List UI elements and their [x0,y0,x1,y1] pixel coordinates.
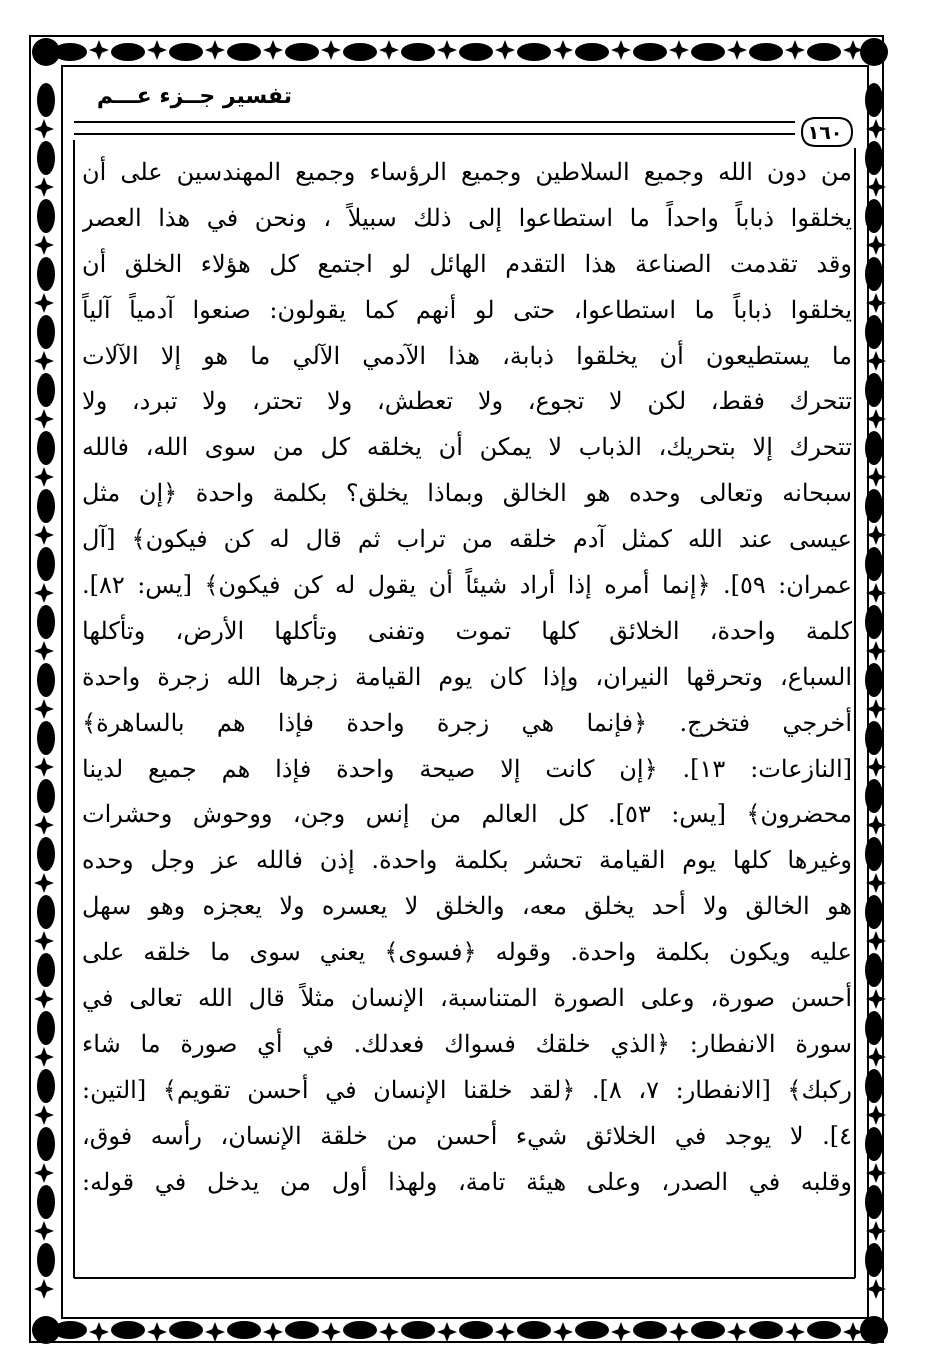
border-ornament-icon [34,1047,54,1067]
text-line: عيسى عند الله كمثل آدم خلقه من تراب ثم قال له كن فيكون﴾ [آل [82,525,852,554]
header-title: تفسير جــزء عـــم [96,84,292,109]
text-line: يخلقوا ذباباً ما استطاعوا، حتى لو أنهم كما يقولون: صنعوا آدمياً آلياً [82,295,852,324]
text-line: يخلقوا ذباباً واحداً ما استطاعوا إلى ذلك سبيلاً ، ونحن في هذا العصر [82,203,852,232]
text-line: ما يستطيعون أن يخلقوا ذبابة، هذا الآدمي الآلي ما هو إلا الآلات [82,341,852,370]
border-ornament-icon [34,525,54,545]
border-ornament-icon [321,40,341,60]
text-line: تتحرك فقط، لكن لا تجوع، ولا تعطش، ولا تحتر، ولا تبرد، ولا [82,387,852,416]
border-ornament-icon [89,1322,109,1342]
border-ornament-icon [749,43,783,61]
border-ornament-icon [437,1322,457,1342]
text-line: محضرون﴾ [يس: ٥٣]. كل العالم من إنس وجن، ووحوش وحشرات [82,800,852,829]
border-ornament-icon [285,43,319,61]
border-ornament-icon [865,1127,883,1161]
border-ornament-icon [34,1163,54,1183]
border-ornament-icon [169,43,203,61]
border-ornament-icon [37,953,55,987]
border-ornament-icon [37,1185,55,1219]
page-number: ١٦٠ [807,122,843,144]
border-ornament-icon [227,43,261,61]
border-ornament-icon [517,1321,551,1339]
border-ornament-icon [495,1322,515,1342]
border-ornament-icon [865,1069,883,1103]
border-ornament-icon [34,409,54,429]
border-ornament-icon [865,663,883,697]
border-ornament-icon [37,141,55,175]
border-ornament-icon [807,43,841,61]
border-ornament-icon [37,83,55,117]
text-line: وقلبه في الصدر، وعلى هيئة تامة، ولهذا أول من يدخل في قوله: [82,1167,852,1196]
border-ornament-icon [727,40,747,60]
text-line: وقد تقدمت الصناعة هذا التقدم الهائل لو اجتمع كل هؤلاء الخلق أن [82,249,852,278]
border-ornament-icon [34,351,54,371]
border-ornament-icon [89,40,109,60]
border-ornament-icon [321,1322,341,1342]
border-ornament-icon [343,43,377,61]
corner-ornament-icon [32,38,60,66]
border-ornament-icon [865,257,883,291]
border-ornament-icon [34,235,54,255]
border-ornament-icon [343,1321,377,1339]
border-ornament-icon [37,779,55,813]
border-ornament-icon [575,1321,609,1339]
border-ornament-icon [437,40,457,60]
border-ornament-icon [34,1279,54,1299]
border-ornament-icon [34,757,54,777]
border-ornament-icon [37,1243,55,1277]
border-ornament-icon [865,837,883,871]
border-ornament-icon [865,431,883,465]
text-line: وغيرها كلها يوم القيامة تحشر بكلمة واحدة. إذن فالله عز وجل وحده [82,846,852,875]
border-ornament-icon [691,43,725,61]
border-ornament-icon [865,315,883,349]
text-line: هو الخالق ولا أحد يخلق معه، والخلق لا يعسره ولا يعجزه وهو سهل [82,892,852,921]
border-ornament-icon [34,931,54,951]
text-line: [النازعات: ١٣]. ﴿إن كانت إلا صيحة واحدة فإذا هم جميع لدينا [82,754,852,783]
border-ornament-icon [669,1322,689,1342]
border-ornament-icon [205,40,225,60]
border-ornament-icon [495,40,515,60]
text-line: أخرجي فتخرج. ﴿فإنما هي زجرة واحدة فإذا هم بالساهرة﴾ [82,708,852,737]
border-ornament-icon [459,43,493,61]
border-ornament-icon [37,373,55,407]
border-ornament-icon [37,721,55,755]
border-ornament-icon [37,1011,55,1045]
border-ornament-icon [807,1321,841,1339]
border-ornament-icon [865,489,883,523]
border-ornament-icon [34,119,54,139]
text-line: ركبك﴾ [الانفطار: ٧، ٨]. ﴿لقد خلقنا الإنسان في أحسن تقويم﴾ [التين: [82,1075,852,1104]
border-ornament-icon [34,699,54,719]
border-ornament-icon [34,293,54,313]
border-ornament-icon [227,1321,261,1339]
border-ornament-icon [37,257,55,291]
border-ornament-icon [263,40,283,60]
corner-ornament-icon [32,1316,60,1344]
border-ornament-icon [517,43,551,61]
border-ornament-icon [865,373,883,407]
border-ornament-icon [34,989,54,1009]
border-ornament-icon [34,1221,54,1241]
border-ornament-icon [37,605,55,639]
border-ornament-icon [34,177,54,197]
border-ornament-icon [37,1127,55,1161]
border-ornament-icon [34,873,54,893]
border-ornament-icon [34,641,54,661]
text-line: عليه ويكون بكلمة واحدة. وقوله ﴿فسوى﴾ يعني سوى ما خلقه على [82,938,852,967]
text-line: كلمة واحدة، الخلائق كلها تموت وتفنى وتأكلها الأرض، وتأكلها [82,616,852,645]
border-ornament-icon [865,547,883,581]
border-ornament-icon [34,1105,54,1125]
border-ornament-icon [865,1011,883,1045]
border-ornament-icon [691,1321,725,1339]
border-ornament-icon [843,1322,863,1342]
border-ornament-icon [37,663,55,697]
border-ornament-icon [379,1322,399,1342]
text-line: سورة الانفطار: ﴿الذي خلقك فسواك فعدلك. في أي صورة ما شاء [82,1029,852,1058]
border-ornament-icon [865,953,883,987]
border-ornament-icon [865,83,883,117]
border-ornament-icon [111,1321,145,1339]
border-ornament-icon [34,583,54,603]
border-ornament-icon [633,1321,667,1339]
border-ornament-icon [205,1322,225,1342]
border-ornament-icon [34,815,54,835]
border-ornament-icon [865,199,883,233]
text-line: تتحرك إلا بتحريك، الذباب لا يمكن أن يخلقه كل من سوى الله، فالله [82,433,852,462]
border-ornament-icon [633,43,667,61]
border-ornament-icon [111,43,145,61]
border-ornament-icon [785,1322,805,1342]
border-ornament-icon [34,467,54,487]
text-line: سبحانه وتعالى وحده هو الخالق وبماذا يخلق؟ بكلمة واحدة ﴿إن مثل [82,479,852,508]
border-ornament-icon [865,605,883,639]
border-ornament-icon [37,489,55,523]
border-ornament-icon [37,547,55,581]
border-ornament-icon [147,40,167,60]
border-ornament-icon [37,837,55,871]
text-line: عمران: ٥٩]. ﴿إنما أمره إذا أراد شيئاً أن يقول له كن فيكون﴾ [يس: ٨٢]. [82,571,852,600]
border-ornament-icon [37,199,55,233]
border-ornament-icon [285,1321,319,1339]
border-ornament-icon [865,1243,883,1277]
text-line: من دون الله وجميع السلاطين وجميع الرؤساء وجميع المهندسين على أن [82,158,852,186]
border-ornament-icon [865,895,883,929]
border-ornament-icon [401,1321,435,1339]
border-ornament-icon [611,1322,631,1342]
border-ornament-icon [865,721,883,755]
corner-ornament-icon [860,1316,888,1344]
border-ornament-icon [843,40,863,60]
border-ornament-icon [379,40,399,60]
border-ornament-icon [553,1322,573,1342]
border-ornament-icon [459,1321,493,1339]
border-ornament-icon [147,1322,167,1342]
border-ornament-icon [727,1322,747,1342]
text-line: ٤]. لا يوجد في الخلائق شيء أحسن من خلقة الإنسان، رأسه فوق، [82,1121,852,1150]
border-ornament-icon [553,40,573,60]
border-ornament-icon [611,40,631,60]
border-ornament-icon [263,1322,283,1342]
text-line: أحسن صورة، وعلى الصورة المتناسبة، الإنسان مثلاً قال الله تعالى في [82,984,852,1013]
border-ornament-icon [575,43,609,61]
border-ornament-icon [37,431,55,465]
border-ornament-icon [169,1321,203,1339]
border-ornament-icon [37,315,55,349]
border-ornament-icon [749,1321,783,1339]
border-ornament-icon [37,895,55,929]
border-ornament-icon [401,43,435,61]
text-line: السباع، وتحرقها النيران، وإذا كان يوم القيامة زجرها الله زجرة واحدة [82,662,852,691]
border-ornament-icon [865,779,883,813]
body-text [82,150,852,1270]
border-ornament-icon [785,40,805,60]
border-ornament-icon [865,1185,883,1219]
corner-ornament-icon [860,38,888,66]
border-ornament-icon [669,40,689,60]
border-ornament-icon [37,1069,55,1103]
border-ornament-icon [865,141,883,175]
